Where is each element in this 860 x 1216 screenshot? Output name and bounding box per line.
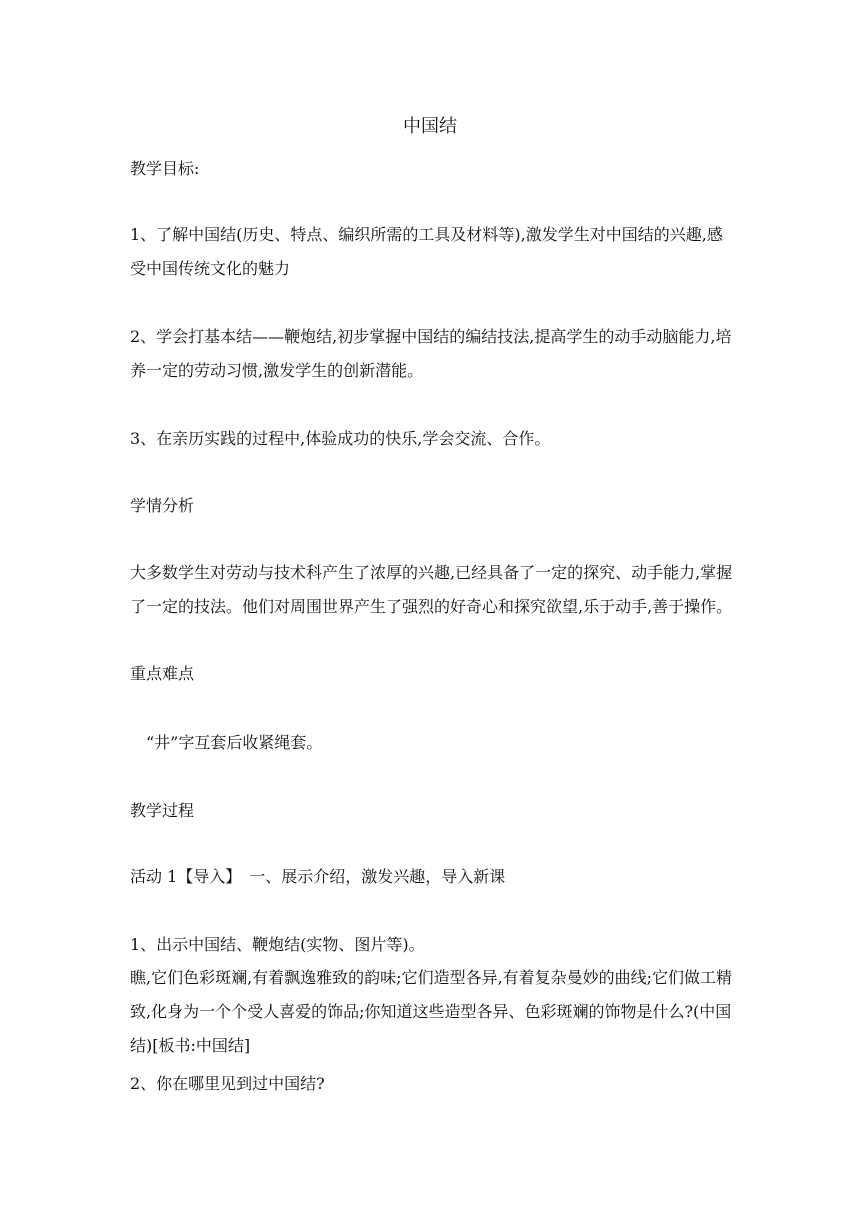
keypoints-heading: 重点难点 xyxy=(130,664,195,683)
document-title: 中国结 xyxy=(403,116,457,137)
process-heading: 教学过程 xyxy=(130,801,195,820)
objective-item-3: 3、在亲历实践的过程中,体验成功的快乐,学会交流、合作。 xyxy=(130,429,551,448)
objective-item-1: 1、了解中国结(历史、特点、编织所需的工具及材料等),激发学生对中国结的兴趣,感受中国传统文化的魅力 xyxy=(130,225,723,278)
objective-item-2: 2、学会打基本结——鞭炮结,初步掌握中国结的编结技法,提高学生的动手动脑能力,培养一定的劳动习惯,激发学生的创新潜能。 xyxy=(130,327,732,380)
step-2: 2、你在哪里见到过中国结? xyxy=(130,1074,325,1093)
analysis-paragraph: 大多数学生对劳动与技术科产生了浓厚的兴趣,已经具备了一定的探究、动手能力,掌握了一定的技法。他们对周围世界产生了强烈的好奇心和探究欲望,乐于动手,善于操作。 xyxy=(130,563,733,616)
step-1-description: 瞧,它们色彩斑斓,有着飘逸雅致的韵味;它们造型各异,有着复杂曼妙的曲线;它们做工精致,化身为一个个受人喜爱的饰品;你知道这些造型各异、色彩斑斓的饰物是什么?(中国结)[板书:中国结] xyxy=(130,968,733,1055)
step-1: 1、出示中国结、鞭炮结(实物、图片等)。 xyxy=(130,935,425,954)
activity-1-heading: 活动 1【导入】 一、展示介绍，激发兴趣，导入新课 xyxy=(130,867,506,886)
analysis-heading: 学情分析 xyxy=(130,496,195,515)
objectives-heading: 教学目标: xyxy=(130,159,200,178)
keypoints-paragraph: “井”字互套后收紧绳套。 xyxy=(146,733,323,752)
